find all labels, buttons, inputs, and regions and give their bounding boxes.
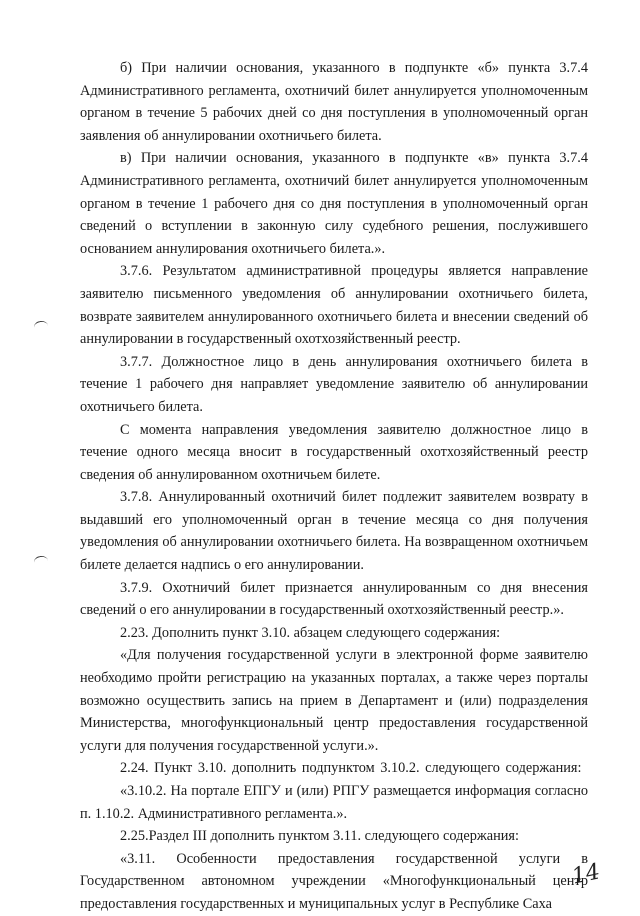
margin-pen-mark bbox=[33, 320, 48, 333]
paragraph-2-23: 2.23. Дополнить пункт 3.10. абзацем следующего содержания: bbox=[120, 624, 501, 641]
paragraph-3-7-7: 3.7.7. Должностное лицо в день аннулирования охотничьего билета в течение 1 рабочего дня направляет уведомление заявителю об аннулировании охотничьего билета. bbox=[80, 353, 588, 415]
page-number: 14 bbox=[569, 859, 603, 890]
paragraph-2-25: 2.25.Раздел III дополнить пунктом 3.11. следующего содержания: bbox=[120, 828, 519, 845]
paragraph-3-7-8: 3.7.8. Аннулированный охотничий билет подлежит заявителем возврату в выдавший его уполномоченный орган в течение месяца со дня получения уведомления об аннулировании охотничьего билета. На возвращенном охотничьем билете делается надпись о его аннулировании. bbox=[80, 489, 588, 574]
paragraph-3-7-5-b: б) При наличии основания, указанного в подпункте «б» пункта 3.7.4 Административного регламента, охотничий билет аннулируется уполномоченным органом в течение 5 рабочих дней со дня поступления в уполномоченный орган заявления об аннулировании охотничьего билета. bbox=[80, 60, 588, 144]
paragraph-3-10-2: «3.10.2. На портале ЕПГУ и (или) РПГУ размещается информация согласно п. 1.10.2. Административного регламента.». bbox=[80, 783, 588, 822]
document-body bbox=[80, 57, 588, 916]
paragraph-3-11: «3.11. Особенности предоставления государственной услуги в Государственном автономном учреждении «Многофункциональный центр предоставления государственных и муниципальных услуг в Республике Саха bbox=[80, 850, 588, 912]
paragraph-3-7-6: 3.7.6. Результатом административной процедуры является направление заявителю письменного уведомления об аннулировании охотничьего билета, возврате заявителем аннулированного охотничьего билета и внесении сведений об аннулировании в государственный охотхозяйственный реестр. bbox=[80, 263, 588, 348]
paragraph-3-7-5-v: в) При наличии основания, указанного в подпункте «в» пункта 3.7.4 Административного регламента, охотничий билет аннулируется уполномоченным органом в течение 1 рабочего дня со дня поступления в уполномоченный орган сведений о вступлении в законную силу судебного решения, послужившего основанием аннулирования охотничьего билета.». bbox=[80, 150, 588, 257]
paragraph-2-23-quote: «Для получения государственной услуги в электронной форме заявителю необходимо пройти регистрацию на указанных порталах, а также через порталы возможно осуществить запись на прием в Департамент и (или) подразделения Министерства, многофункциональный центр предоставления государственной услуги для получения государственной услуги.». bbox=[80, 647, 588, 754]
paragraph-2-24: 2.24. Пункт 3.10. дополнить подпунктом 3.10.2. следующего содержания: bbox=[120, 760, 582, 777]
margin-pen-mark bbox=[33, 555, 48, 568]
paragraph-3-7-9: 3.7.9. Охотничий билет признается аннулированным со дня внесения сведений о его аннулировании в государственный охотхозяйственный реестр.». bbox=[80, 579, 588, 619]
paragraph-3-7-7-notice: С момента направления уведомления заявителю должностное лицо в течение одного месяца вносит в государственный охотхозяйственный реестр сведения об аннулированном охотничьем билете. bbox=[80, 421, 588, 483]
